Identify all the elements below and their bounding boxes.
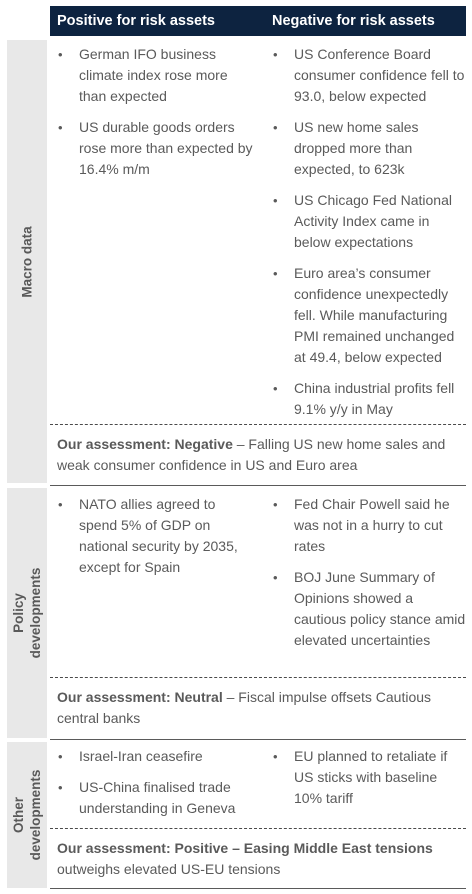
list-item: • German IFO business climate index rose more than expected: [58, 46, 228, 104]
header-positive: Positive for risk assets: [57, 13, 215, 29]
section-divider: [50, 485, 466, 486]
side-label-policy-developments: [7, 488, 47, 738]
table-header: [50, 6, 466, 36]
list-item: • US-China finalised trade understanding in Geneva: [58, 779, 236, 816]
bullet-icon: •: [273, 497, 278, 512]
dashed-divider: [50, 677, 466, 678]
bullet-icon: •: [273, 193, 278, 208]
bullet-icon: •: [273, 381, 278, 396]
bullet-icon: •: [58, 780, 63, 795]
positive-column-other: [57, 746, 257, 829]
bullet-icon: •: [58, 749, 63, 764]
list-item: • US durable goods orders rose more than expected by 16.4% m/m: [58, 119, 253, 177]
table-bottom-border: [50, 888, 466, 889]
assessment-other: Our assessment: Positive – Easing Middle East tensions outweighs elevated US-EU tensions: [57, 840, 433, 877]
list-item: • Fed Chair Powell said he was not in a hurry to cut rates: [273, 496, 450, 554]
section-divider: [50, 739, 466, 740]
list-item: • US Chicago Fed National Activity Index came in below expectations: [273, 192, 452, 250]
bullet-icon: •: [273, 570, 278, 585]
dashed-divider: [50, 424, 466, 425]
side-label-text: Policy: [11, 593, 26, 633]
negative-column-other: [272, 746, 466, 819]
list-item: • China industrial profits fell 9.1% y/y in May: [273, 380, 455, 417]
bullet-icon: •: [273, 266, 278, 281]
negative-column-policy: [272, 494, 466, 661]
list-item: • Israel-Iran ceasefire: [57, 746, 257, 767]
list-item: • Euro area’s consumer confidence unexpectedly fell. While manufacturing PMI remained unchanged at 49.4, below expected: [273, 265, 455, 365]
assessment-macro: Our assessment: Negative – Falling US new home sales and weak consumer confidence in US and Euro area: [57, 436, 446, 473]
side-label-text: Other: [11, 797, 26, 834]
side-label-text: developments: [28, 769, 43, 861]
bullet-icon: •: [273, 749, 278, 764]
side-label-macro-data: [7, 40, 47, 483]
bullet-icon: •: [58, 497, 63, 512]
positive-column-policy: [57, 494, 257, 588]
list-item: • US new home sales dropped more than expected, to 623k: [273, 119, 419, 177]
bullet-icon: •: [58, 120, 63, 135]
bullet-icon: •: [273, 47, 278, 62]
negative-column-macro: [272, 44, 466, 430]
assessment-policy: Our assessment: Neutral – Fiscal impulse offsets Cautious central banks: [57, 689, 432, 726]
list-item: • BOJ June Summary of Opinions showed a cautious policy stance amid elevated uncertainties: [273, 569, 466, 648]
side-label-text: Macro data: [19, 225, 35, 298]
bullet-icon: •: [273, 120, 278, 135]
list-item: • EU planned to retaliate if US sticks with baseline 10% tariff: [273, 748, 448, 806]
header-negative: Negative for risk assets: [272, 13, 435, 29]
positive-column-macro: [57, 44, 257, 190]
side-label-text: developments: [28, 567, 43, 659]
dashed-divider: [50, 828, 466, 829]
bullet-icon: •: [58, 47, 63, 62]
list-item: • US Conference Board consumer confidence fell to 93.0, below expected: [273, 46, 465, 104]
side-label-other-developments: [7, 742, 47, 888]
list-item: • NATO allies agreed to spend 5% of GDP on national security by 2035, except for Spain: [58, 496, 238, 575]
